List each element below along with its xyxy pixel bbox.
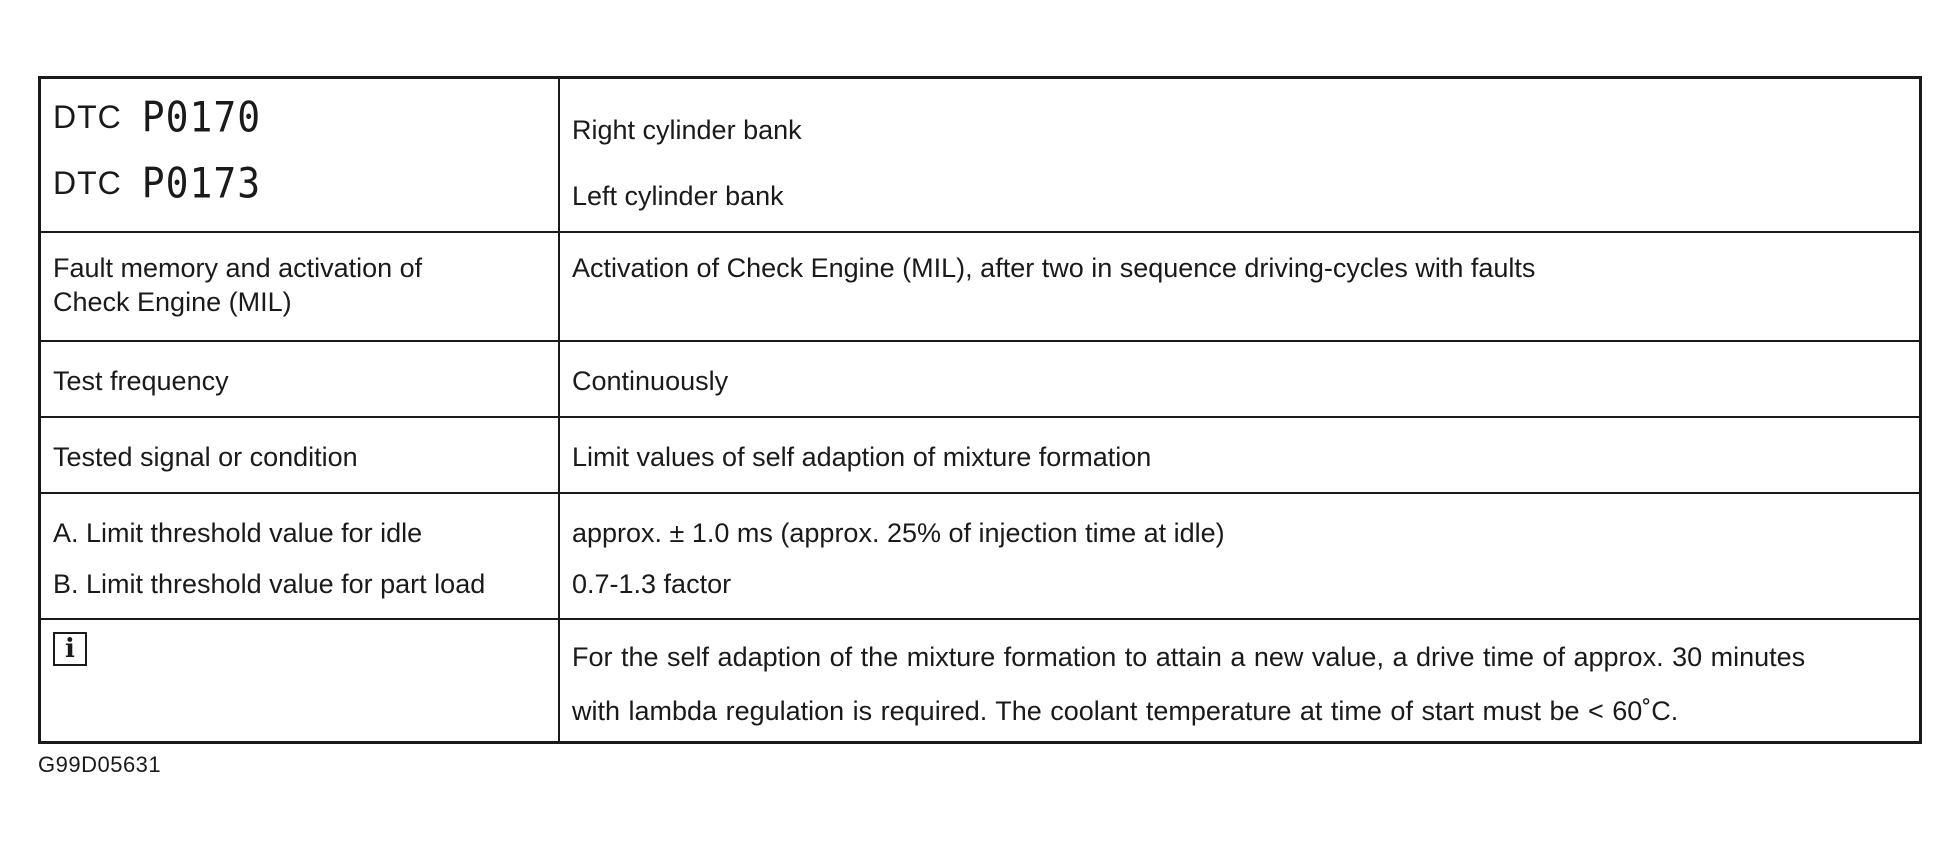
- table-row-fault-memory: [40, 232, 1921, 341]
- fault-value: Activation of Check Engine (MIL), after two in sequence driving-cycles with faults: [572, 253, 1536, 283]
- fault-label-cell: [40, 232, 560, 341]
- dtc-code: P0173: [141, 158, 262, 208]
- fault-label-line: Check Engine (MIL): [53, 287, 292, 317]
- info-text-line: For the self adaption of the mixture formation to attain a new value, a drive time of approx. 30 minutes: [572, 642, 1806, 672]
- info-icon: i: [53, 632, 87, 666]
- signal-value-cell: [559, 417, 1921, 493]
- info-text-line: with lambda regulation is required. The coolant temperature at time of start must be < 60˚C.: [572, 696, 1679, 726]
- limit-label-idle: A. Limit threshold value for idle: [53, 518, 423, 548]
- limit-value-idle: approx. ± 1.0 ms (approx. 25% of injection time at idle): [572, 518, 1225, 548]
- info-text-cell: [559, 619, 1921, 743]
- figure-id: G99D05631: [38, 752, 162, 777]
- info-icon-cell: [40, 619, 560, 743]
- signal-label-cell: [40, 417, 560, 493]
- dtc-prefix: DTC: [53, 165, 122, 201]
- signal-label: Tested signal or condition: [53, 442, 358, 472]
- dtc-descriptions-cell: [559, 78, 1921, 233]
- limit-label-part-load: B. Limit threshold value for part load: [53, 569, 486, 599]
- table-row-tested-signal: [40, 417, 1921, 493]
- fault-value-cell: [559, 232, 1921, 341]
- dtc-prefix: DTC: [53, 99, 122, 135]
- dtc-line-1: [53, 92, 546, 142]
- dtc-code: P0170: [141, 92, 262, 142]
- dtc-codes-cell: [40, 78, 560, 233]
- dtc-line-2: [53, 158, 546, 208]
- table-row-test-frequency: [40, 341, 1921, 417]
- fault-label-line: Fault memory and activation of: [53, 253, 423, 283]
- frequency-value: Continuously: [572, 366, 729, 396]
- table-row-dtc: [40, 78, 1921, 233]
- dtc-description: Right cylinder bank: [572, 115, 802, 145]
- limits-value-cell: [559, 493, 1921, 619]
- signal-value: Limit values of self adaption of mixture formation: [572, 442, 1152, 472]
- frequency-value-cell: [559, 341, 1921, 417]
- limits-label-cell: [40, 493, 560, 619]
- limit-value-part-load: 0.7-1.3 factor: [572, 569, 732, 599]
- table-row-limit-thresholds: [40, 493, 1921, 619]
- dtc-description: Left cylinder bank: [572, 181, 784, 211]
- diagnostic-table: [38, 76, 1922, 744]
- table-row-info-note: [40, 619, 1921, 743]
- frequency-label-cell: [40, 341, 560, 417]
- frequency-label: Test frequency: [53, 366, 229, 396]
